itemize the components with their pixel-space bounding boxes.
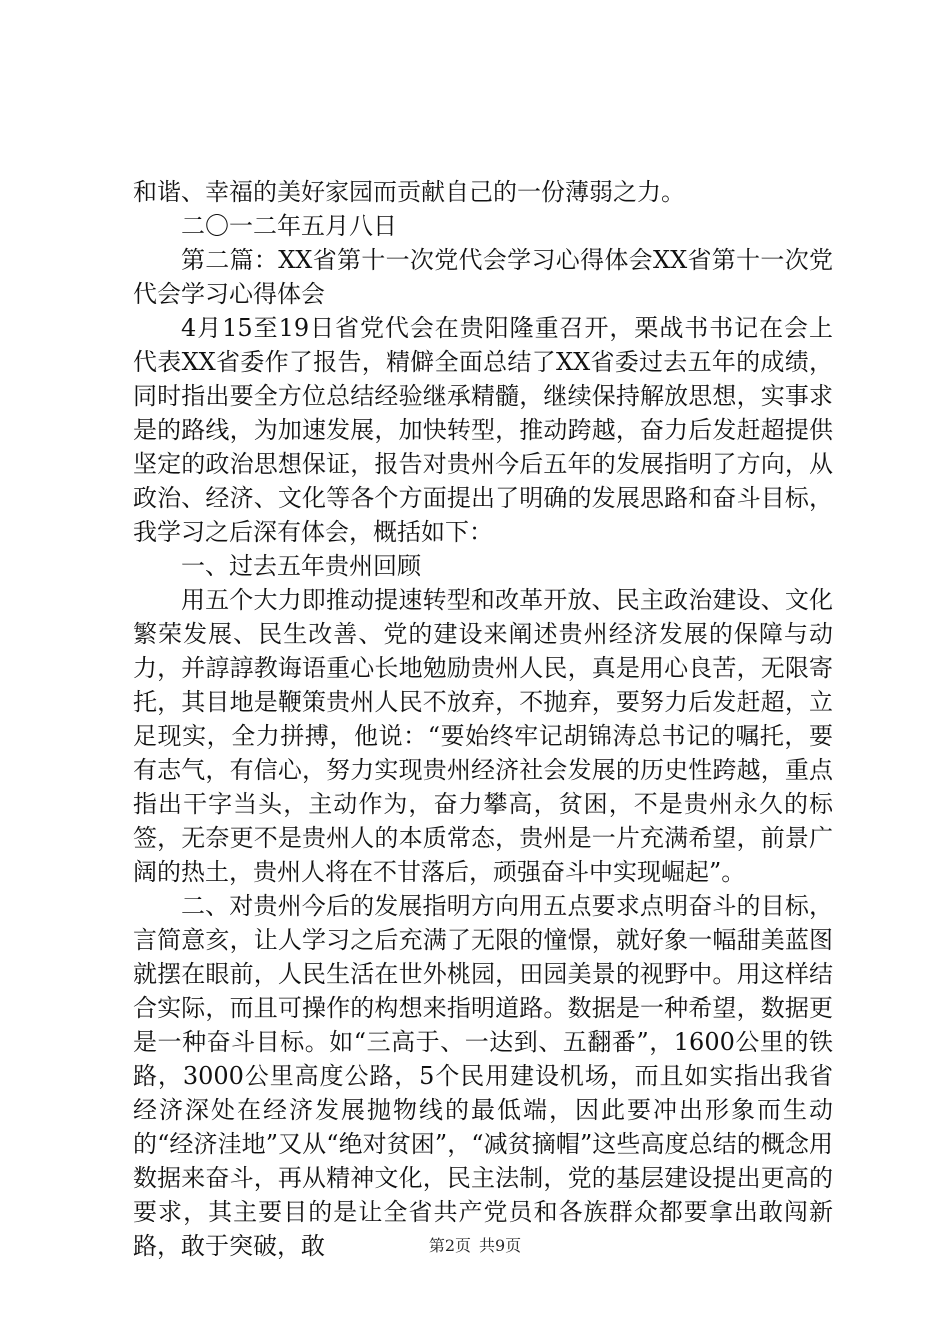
paragraph-direction: 二、对贵州今后的发展指明方向用五点要求点明奋斗的目标，言简意亥，让人学习之后充满了无限的憧憬，就好象一幅甜美蓝图就摆在眼前，人民生活在世外桃园，田园美景的视野中。用这样结合实际，而且可操作的构想来指明道路。数据是一种希望，数据更是一种奋斗目标。如“三高于、一达到、五翻番”，1600公里的铁路，3000公里高度公路，5个民用建设机场，而且如实指出我省经济深处在经济发展抛物线的最低端，因此要冲出形象而生动的“经济洼地”又从“绝对贫困”，“减贫摘帽”这些高度总结的概念用数据来奋斗，再从精神文化，民主法制，党的基层建设提出更高的要求，其主要目的是让全省共产党员和各族群众都要拿出敢闯新路，敢于突破，敢 — [133, 892, 833, 1260]
page-number: 第2页 — [428, 1236, 471, 1255]
page-footer — [0, 1236, 950, 1256]
document-body — [133, 175, 833, 1263]
paragraph-1: 和谐、幸福的美好家园而贡献自己的一份薄弱之力。 — [133, 178, 685, 206]
paragraph-intro: 4月15至19日省党代会在贵阳隆重召开，栗战书书记在会上代表XX省委作了报告，精僻全面总结了XX省委过去五年的成绩，同时指出要全方位总结经验继承精髓，继续保持解放思想，实事求是的路线，为加速发展，加快转型，推动跨越，奋力后发赶超提供坚定的政治思想保证，报告对贵州今后五年的发展指明了方向，从政治、经济、文化等各个方面提出了明确的发展思路和奋斗目标，我学习之后深有体会，概括如下： — [133, 314, 833, 546]
paragraph-date: 二〇一二年五月八日 — [181, 212, 397, 240]
paragraph-review: 用五个大力即推动提速转型和改革开放、民主政治建设、文化繁荣发展、民生改善、党的建设来阐述贵州经济发展的保障与动力，并諄諄教诲语重心长地勉励贵州人民，真是用心良苦，无限寄托，其目地是鞭策贵州人民不放弃，不抛弃，要努力后发赶超，立足现实，全力拼搏，他说：“要始终牢记胡锦涛总书记的嘱托，要有志气，有信心，努力实现贵州经济社会发展的历史性跨越，重点指出干字当头，主动作为，奋力攀高，贫困，不是贵州永久的标签，无奈更不是贵州人的本质常态，贵州是一片充满希望，前景广阔的热土，贵州人将在不甘落后，顽强奋斗中实现崛起”。 — [133, 586, 833, 886]
page-total: 共9页 — [479, 1236, 522, 1255]
section-heading: 第二篇：XX省第十一次党代会学习心得体会XX省第十一次党代会学习心得体会 — [133, 246, 833, 308]
subheading-review: 一、过去五年贵州回顾 — [181, 552, 421, 580]
